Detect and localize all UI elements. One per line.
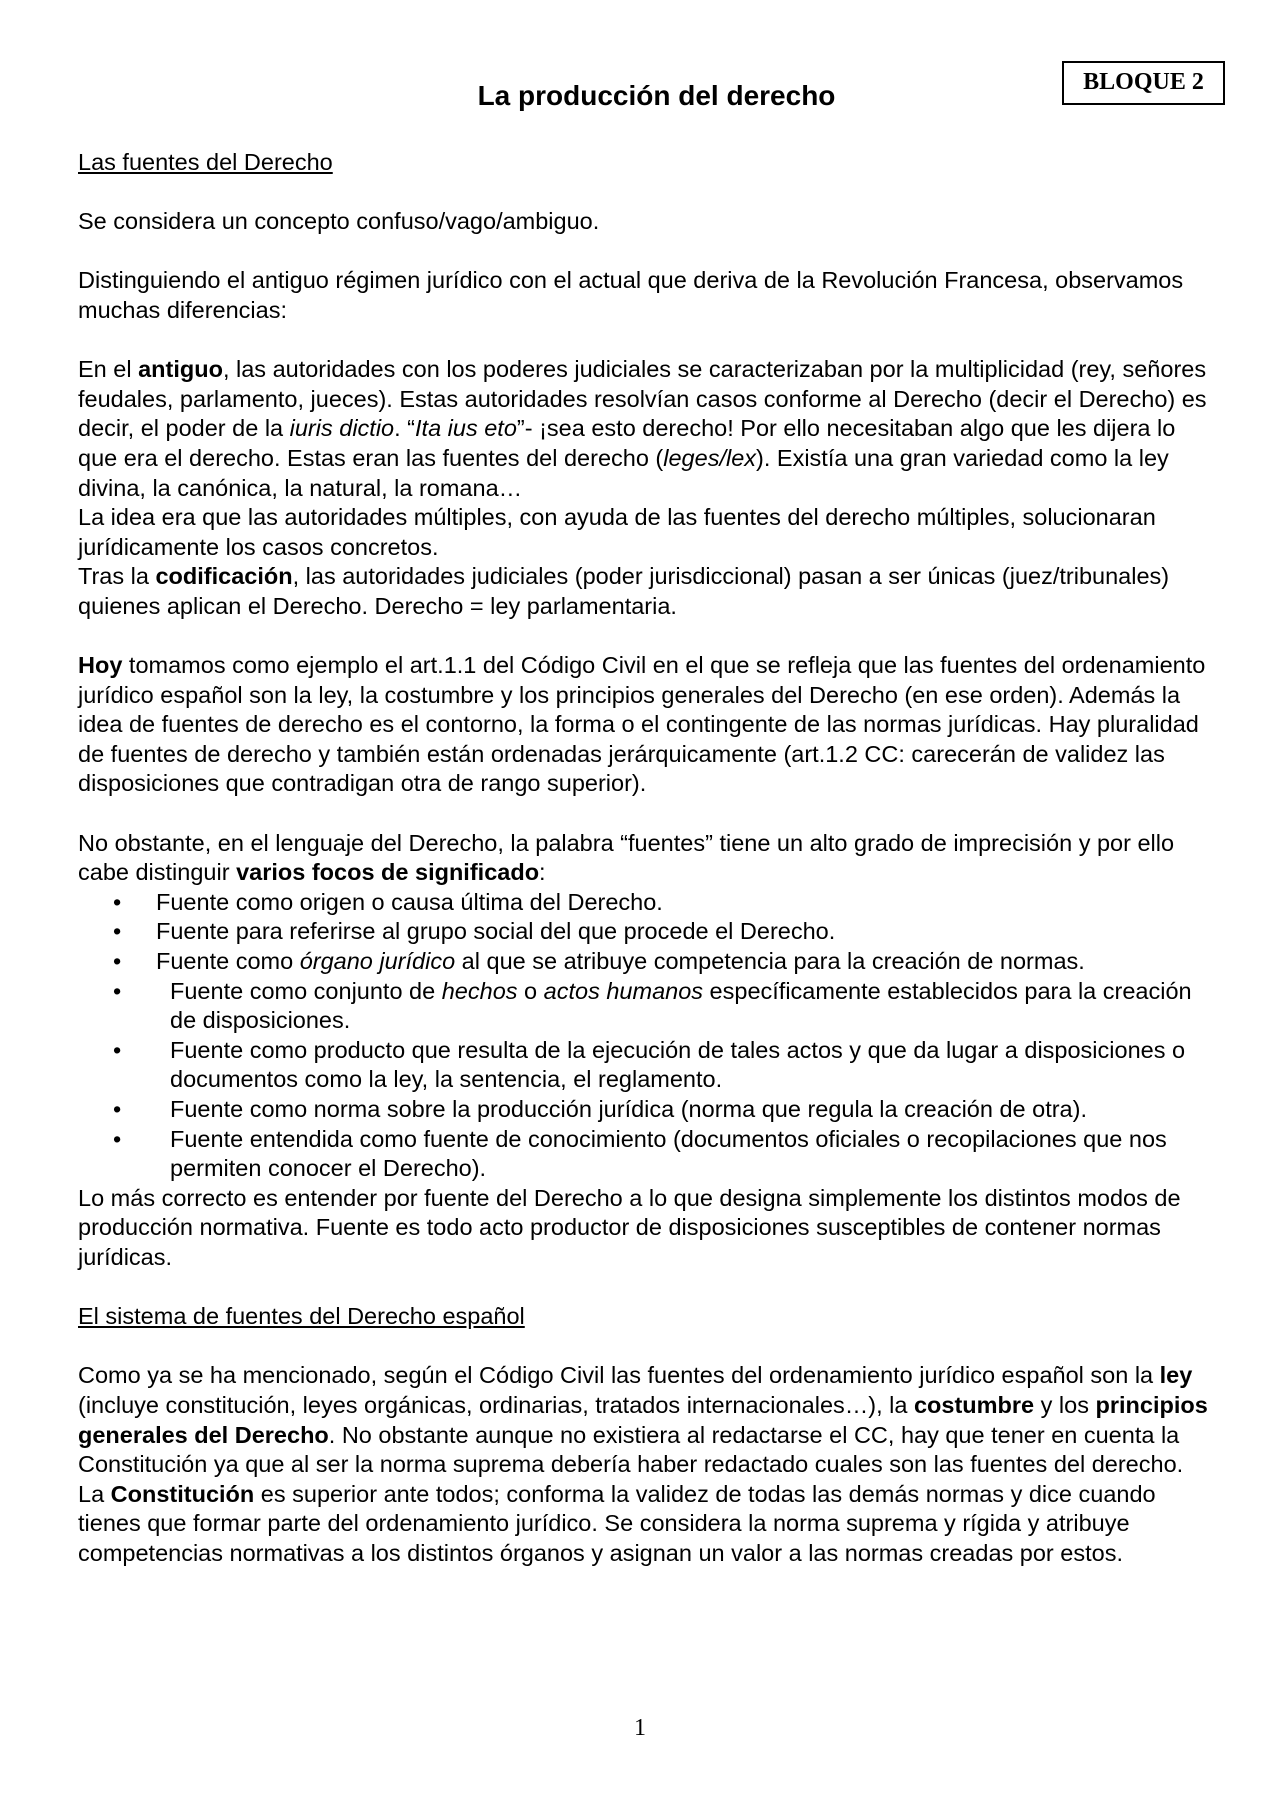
- paragraph-hoy: Hoy tomamos como ejemplo el art.1.1 del Código Civil en el que se refleja que las fuentes del ordenamiento jurídico español son la ley, la costumbre y los principios generales del Derecho (en ese orden). Además la idea de fuentes de derecho es el contorno, la forma o el contingente de las normas jurídicas. Hay pluralidad de fuentes de derecho y también están ordenadas jerárquicamente (art.1.2 CC: carecerán de validez las disposiciones que contradigan otra de rango superior).: [78, 652, 1206, 797]
- bullet-icon: •: [113, 888, 122, 915]
- list-item: • Fuente como órgano jurídico al que se atribuye competencia para la creación de normas.: [78, 947, 1208, 977]
- paragraph-concepto: Se considera un concepto confuso/vago/ambiguo.: [78, 208, 600, 235]
- list-item: • Fuente como conjunto de hechos o actos humanos específicamente establecidos para la creación de disposiciones.: [113, 977, 1192, 1034]
- page-title: La producción del derecho: [477, 80, 836, 111]
- paragraph-codificacion: Tras la codificación, las autoridades judiciales (poder jurisdiccional) pasan a ser únicas (juez/tribunales) quienes aplican el Derecho. Derecho = ley parlamentaria.: [78, 563, 1170, 619]
- paragraph-distinguiendo: Distinguiendo el antiguo régimen jurídico con el actual que deriva de la Revolución Francesa, observamos muchas diferencias:: [78, 267, 1184, 323]
- section-heading-fuentes: Las fuentes del Derecho: [78, 149, 333, 175]
- paragraph-antiguo: En el antiguo, las autoridades con los poderes judiciales se caracterizaban por la multiplicidad (rey, señores feudales, parlamento, jueces). Estas autoridades resolvían casos conforme al Derecho (decir el Derecho) es decir, el poder de la iuris dictio. “Ita ius eto”- ¡sea esto derecho! Por ello necesitaban algo que les dijera lo que era el derecho. Estas eran las fuentes del derecho (leges/lex). Existía una gran variedad como la ley divina, la canónica, la natural, la romana…: [78, 356, 1207, 501]
- paragraph-lo-mas-correcto: Lo más correcto es entender por fuente del Derecho a lo que designa simplemente los distintos modos de producción normativa. Fuente es todo acto productor de disposiciones susceptibles de contener normas jurídicas.: [78, 1184, 1181, 1270]
- bullet-list-focos-continued: [78, 977, 1208, 1184]
- list-item: • Fuente como producto que resulta de la ejecución de tales actos y que da lugar a disposiciones o documentos como la ley, la sentencia, el reglamento.: [113, 1036, 1186, 1093]
- document-body: [78, 148, 1208, 1569]
- page-number: 1: [634, 1715, 646, 1741]
- paragraph-constitucion: La Constitución es superior ante todos; conforma la validez de todas las demás normas y dice cuando tienes que formar parte del ordenamiento jurídico. Se considera la norma suprema y rígida y atribuye competencias normativas a los distintos órganos y asignan un valor a las normas creadas por estos.: [78, 1480, 1156, 1566]
- bullet-icon: •: [113, 1096, 122, 1122]
- list-item: • Fuente como norma sobre la producción jurídica (norma que regula la creación de otra).: [78, 1095, 1208, 1125]
- bullet-icon: •: [113, 948, 122, 975]
- paragraph-idea: La idea era que las autoridades múltiples, con ayuda de las fuentes del derecho múltiples, solucionaran jurídicamente los casos concretos.: [78, 504, 1156, 560]
- bullet-icon: •: [113, 1125, 122, 1152]
- list-item: • Fuente para referirse al grupo social del que procede el Derecho.: [78, 917, 1208, 947]
- list-item: • Fuente entendida como fuente de conocimiento (documentos oficiales o recopilaciones que nos permiten conocer el Derecho).: [113, 1125, 1167, 1182]
- list-item: • Fuente como origen o causa última del Derecho.: [78, 888, 1208, 918]
- bullet-list-focos: [78, 888, 1208, 977]
- paragraph-como-ya: Como ya se ha mencionado, según el Código Civil las fuentes del ordenamiento jurídico español son la ley (incluye constitución, leyes orgánicas, ordinarias, tratados internacionales…), la costumbre y los principios generales del Derecho. No obstante aunque no existiera al redactarse el CC, hay que tener en cuenta la Constitución ya que al ser la norma suprema debería haber redactado cuales son las fuentes del derecho.: [78, 1362, 1208, 1478]
- bullet-icon: •: [113, 918, 122, 945]
- section-heading-sistema: El sistema de fuentes del Derecho español: [78, 1303, 525, 1330]
- bullet-icon: •: [113, 977, 122, 1004]
- bloque-badge: BLOQUE 2: [1062, 61, 1225, 105]
- bullet-icon: •: [113, 1036, 122, 1063]
- paragraph-no-obstante: No obstante, en el lenguaje del Derecho, la palabra “fuentes” tiene un alto grado de imprecisión y por ello cabe distinguir varios focos de significado:: [78, 829, 1175, 886]
